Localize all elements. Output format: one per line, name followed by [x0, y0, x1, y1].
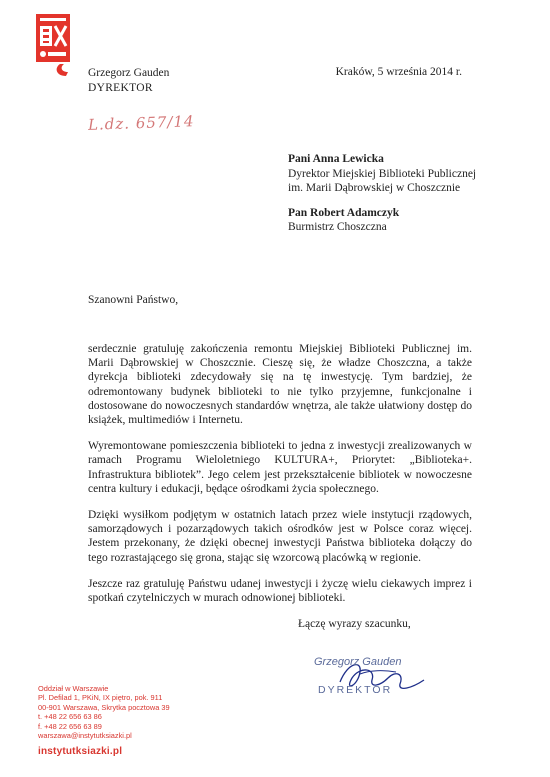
letter-date: Kraków, 5 września 2014 r. [335, 66, 462, 78]
footer-line: t. +48 22 656 63 86 [38, 712, 102, 722]
sender-block [88, 66, 169, 96]
footer-line: f. +48 22 656 63 89 [38, 721, 102, 731]
recipient-line: im. Marii Dąbrowskiej w Choszcznie [288, 182, 461, 194]
salutation: Szanowni Państwo, [88, 294, 179, 306]
sender-role: DYREKTOR [88, 82, 153, 94]
footer-line: warszawa@instytutksiazki.pl [38, 731, 132, 741]
footer-website: instytutksiazki.pl [38, 746, 123, 758]
body-paragraph: serdecznie gratuluję zakończenia remontu Miejskiej Biblioteki Publicznej im. Marii Dąbrowskiej w Choszcznie. Cieszę się, że władze Choszczna, a także dyrekcja biblioteki zdecydowały się na tę inwestycję. Tym bardziej, że odremontowany budynek biblioteki to nie tylko przyjemne, funkcjonalne i dostosowane do nowoczesnych standardów wnętrza, ale także ułatwiony dostęp do książek, multimediów i Internetu. [88, 343, 472, 427]
signature-stamp-role: DYREKTOR [318, 684, 393, 696]
body-paragraph: Wyremontowane pomieszczenia biblioteki to jedna z inwestycji zrealizowanych w ramach Programu Wieloletniego KULTURA+, Priorytet: „Biblioteka+. Infrastruktura bibliotek”. Jego celem jest przekształcenie bibliotek w nowoczesne centra kultury i edukacji, będące ośrodkami życia społecznego. [88, 440, 472, 495]
body-paragraph: Jeszcze raz gratuluję Państwu udanej inwestycji i życzę wielu ciekawych imprez i spotkań czytelniczych w murach odnowionej biblioteki. [88, 577, 472, 605]
footer-line: 00-901 Warszawa, Skrytka pocztowa 39 [38, 702, 170, 712]
recipient-1 [288, 152, 476, 196]
recipient-name: Pani Anna Lewicka [288, 153, 384, 165]
sender-name: Grzegorz Gauden [88, 67, 170, 79]
instytut-ksiazki-logo [36, 14, 70, 76]
recipient-line: Dyrektor Miejskiej Biblioteki Publicznej [288, 167, 477, 180]
body-paragraph: Dzięki wysiłkom podjętym w ostatnich latach przez wiele instytucji rządowych, samorządowych i pozarządowych takich ośrodków jest w Polsce coraz więcej. Jestem przekonany, że dzięki obecnej inwestycji Państwa biblioteka dołączy do tego rozrastającego się grona, stając się wzorcową placówką w regionie. [88, 509, 472, 564]
recipient-name: Pan Robert Adamczyk [288, 206, 400, 219]
footer-address [38, 684, 170, 757]
closing-line: Łączę wyrazy szacunku, [298, 618, 411, 630]
recipient-2 [288, 206, 476, 235]
recipients-block [288, 152, 476, 245]
footer-line: Pl. Defilad 1, PKiN, IX piętro, pok. 911 [38, 693, 163, 703]
footer-line: Oddział w Warszawie [38, 684, 109, 693]
letter-body [88, 342, 472, 617]
registration-note: L.dz. 657/14 [87, 112, 195, 134]
recipient-line: Burmistrz Choszczna [288, 221, 387, 233]
signature-stamp-name: Grzegorz Gauden [314, 656, 402, 668]
